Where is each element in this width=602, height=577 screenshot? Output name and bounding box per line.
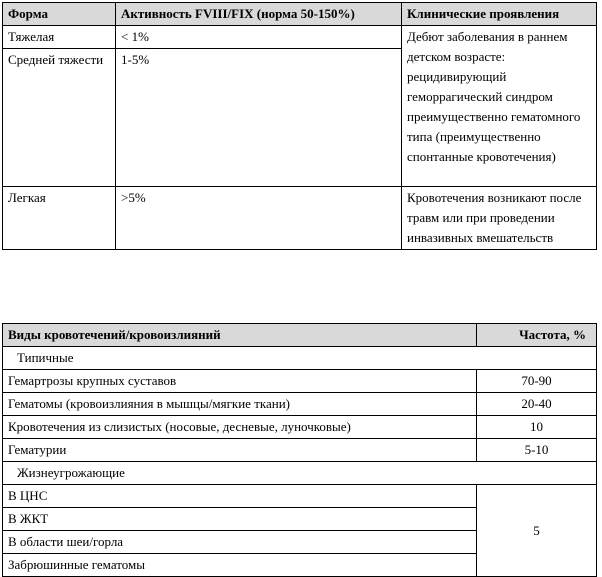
- cell-type: Забрюшинные гематомы: [3, 554, 477, 577]
- cell-frequency: 10: [477, 416, 597, 439]
- cell-clinical: Кровотечения возникают после травм или при проведении инвазивных вмешательств: [402, 187, 597, 250]
- header-frequency: Частота, %: [477, 324, 597, 347]
- header-activity: Активность FVIII/FIX (норма 50-150%): [116, 3, 402, 26]
- cell-activity: 1-5%: [116, 49, 402, 187]
- cell-form: Тяжелая: [3, 26, 116, 49]
- table-row: [3, 370, 597, 393]
- table-row: [3, 393, 597, 416]
- cell-activity: >5%: [116, 187, 402, 250]
- table-row: [3, 416, 597, 439]
- cell-type: В ЦНС: [3, 485, 477, 508]
- table-row: [3, 439, 597, 462]
- table-header-row: [3, 324, 597, 347]
- header-form: Форма: [3, 3, 116, 26]
- bleeding-types-table: [2, 323, 597, 577]
- table-row: [3, 187, 597, 250]
- hemophilia-severity-table: [2, 2, 597, 250]
- cell-clinical: Дебют заболевания в раннем детском возрасте: рецидивирующий геморрагический синдром преимущественно гематомного типа (преимущественно спонтанные кровотечения): [402, 26, 597, 187]
- cell-type: В ЖКТ: [3, 508, 477, 531]
- cell-form: Средней тяжести: [3, 49, 116, 187]
- header-bleeding-type: Виды кровотечений/кровоизлияний: [3, 324, 477, 347]
- group-life-threatening: Жизнеугрожающие: [3, 462, 597, 485]
- cell-type: Кровотечения из слизистых (носовые, десневые, луночковые): [3, 416, 477, 439]
- cell-frequency: 70-90: [477, 370, 597, 393]
- cell-frequency: 5-10: [477, 439, 597, 462]
- cell-type: В области шеи/горла: [3, 531, 477, 554]
- cell-frequency: 20-40: [477, 393, 597, 416]
- header-clinical: Клинические проявления: [402, 3, 597, 26]
- cell-frequency-merged: 5: [477, 485, 597, 577]
- table-header-row: [3, 3, 597, 26]
- cell-form: Легкая: [3, 187, 116, 250]
- cell-type: Гематомы (кровоизлияния в мышцы/мягкие ткани): [3, 393, 477, 416]
- cell-activity: < 1%: [116, 26, 402, 49]
- table-row: [3, 26, 597, 49]
- group-typical: Типичные: [3, 347, 597, 370]
- cell-type: Гематурии: [3, 439, 477, 462]
- group-row: [3, 347, 597, 370]
- group-row: [3, 462, 597, 485]
- cell-type: Гемартрозы крупных суставов: [3, 370, 477, 393]
- table-row: [3, 485, 597, 508]
